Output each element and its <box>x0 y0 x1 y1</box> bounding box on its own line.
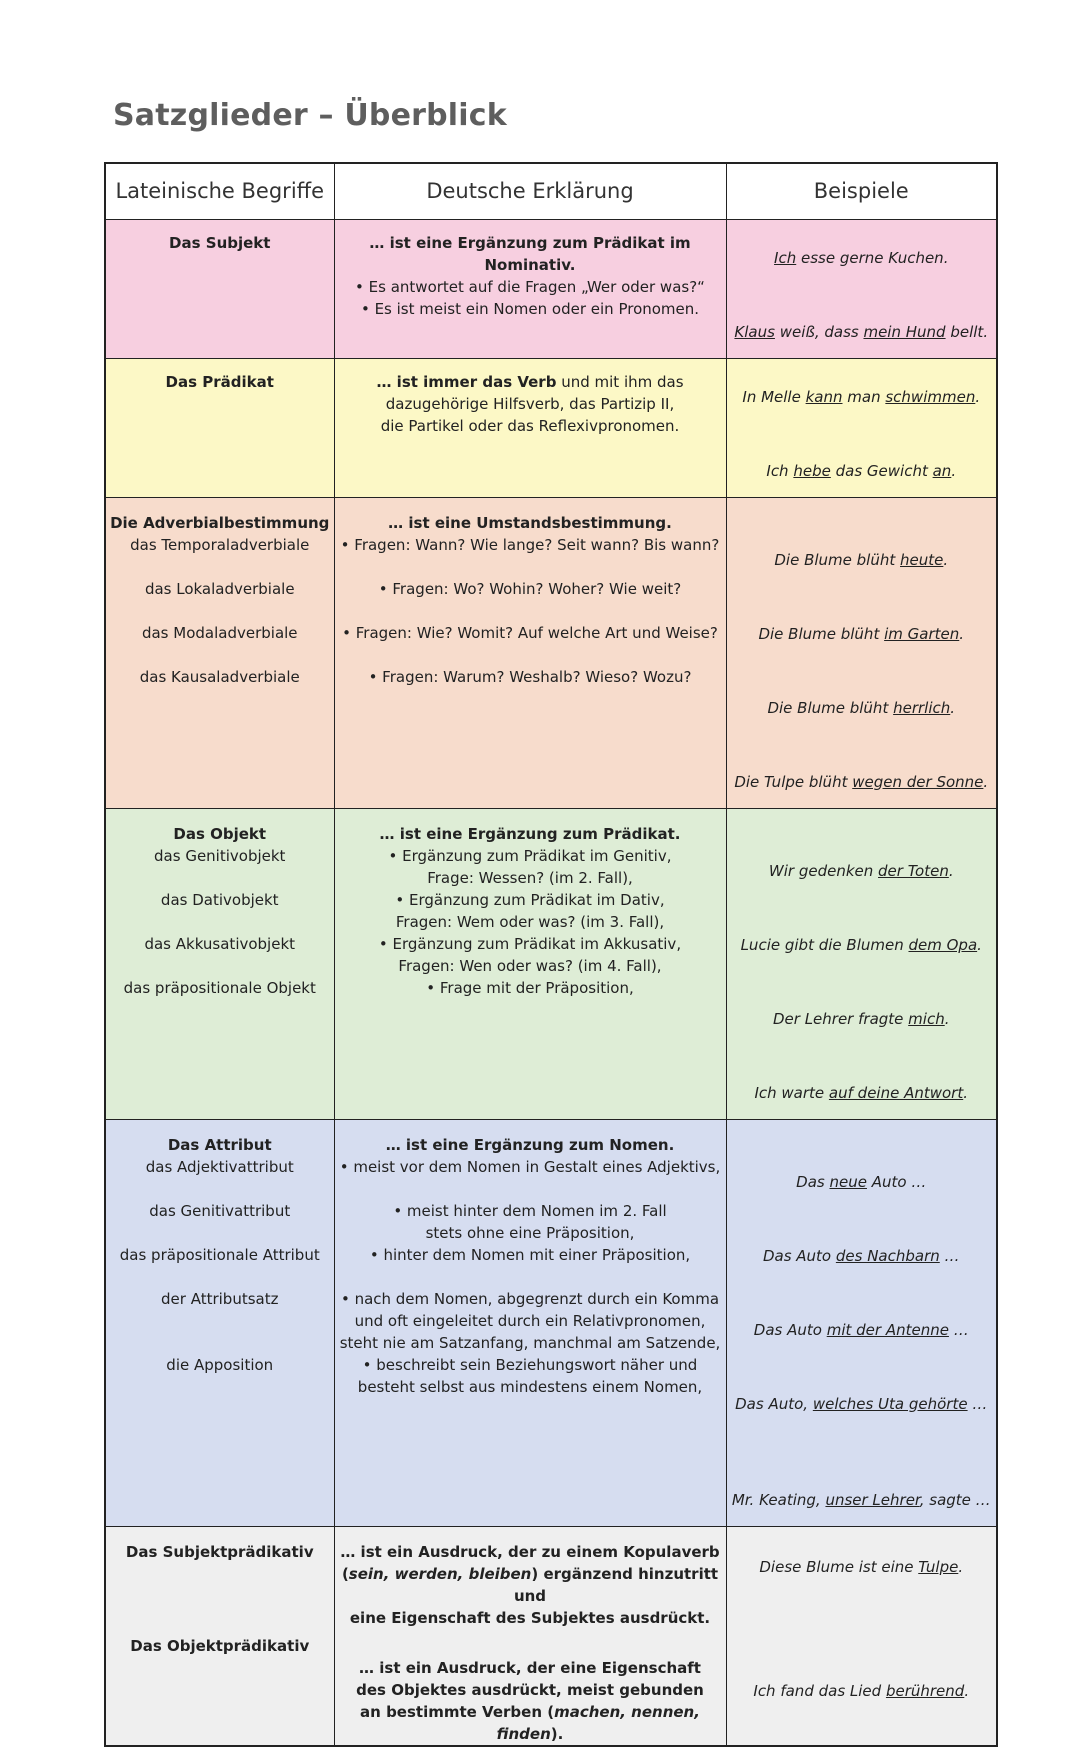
term-objekt: Das Objekt <box>173 824 267 843</box>
adverbial-sub-1: das Temporaladverbiale <box>130 535 310 554</box>
objekt-line-6: Fragen: Wen oder was? (im 4. Fall), <box>398 956 662 975</box>
objekt-example-3: Der Lehrer fragte mich. <box>772 1009 950 1028</box>
adverbial-q-2: • Fragen: Wo? Wohin? Woher? Wie weit? <box>378 579 682 598</box>
adverbial-q-3: • Fragen: Wie? Womit? Auf welche Art und Weise? <box>342 623 718 642</box>
adverbial-example-4: Die Tulpe blüht wegen der Sonne. <box>734 772 989 791</box>
objekt-line-4: Fragen: Wem oder was? (im 3. Fall), <box>395 912 665 931</box>
subjekt-example-1: Ich esse gerne Kuchen. <box>774 248 949 267</box>
subjektpraedikativ-line-3: eine Eigenschaft des Subjektes ausdrückt. <box>349 1608 711 1627</box>
adverbial-example-1: Die Blume blüht heute. <box>774 550 949 569</box>
row-praedikativ <box>105 1526 997 1746</box>
attribut-line-6: und oft eingeleitet durch ein Relativpronomen, <box>354 1311 706 1330</box>
header-row <box>105 163 997 219</box>
praedikativ-example-2: Ich fand das Lied berührend. <box>753 1681 970 1700</box>
attribut-line-9: besteht selbst aus mindestens einem Nomen, <box>357 1377 703 1396</box>
adverbial-lead: … ist eine Umstandsbestimmung. <box>388 513 672 532</box>
attribut-line-3: stets ohne eine Präposition, <box>425 1223 635 1242</box>
praedikativ-example-1: Diese Blume ist eine Tulpe. <box>759 1557 964 1576</box>
satzglieder-table <box>104 162 998 1747</box>
praedikat-lead: … ist immer das Verb und mit ihm das <box>376 372 684 391</box>
praedikat-line-3: die Partikel oder das Reflexivpronomen. <box>380 416 680 435</box>
adverbial-example-3: Die Blume blüht herrlich. <box>767 698 956 717</box>
row-attribut <box>105 1119 997 1526</box>
attribut-sub-4: der Attributsatz <box>161 1289 279 1308</box>
adverbial-sub-4: das Kausaladverbiale <box>139 667 300 686</box>
adverbial-q-4: • Fragen: Warum? Weshalb? Wieso? Wozu? <box>368 667 692 686</box>
attribut-sub-2: das Genitivattribut <box>149 1201 291 1220</box>
attribut-line-2: • meist hinter dem Nomen im 2. Fall <box>393 1201 667 1220</box>
praedikat-line-2: dazugehörige Hilfsverb, das Partizip II, <box>385 394 675 413</box>
objektpraedikativ-line-3: an bestimmte Verben (machen, nennen, finden). <box>360 1702 700 1743</box>
attribut-line-7: steht nie am Satzanfang, manchmal am Satzende, <box>339 1333 721 1352</box>
row-subjekt <box>105 219 997 358</box>
header-german: Deutsche Erklärung <box>334 163 726 219</box>
attribut-lead: … ist eine Ergänzung zum Nomen. <box>385 1135 675 1154</box>
objekt-example-2: Lucie gibt die Blumen dem Opa. <box>740 935 982 954</box>
attribut-sub-5: die Apposition <box>166 1355 274 1374</box>
row-adverbial <box>105 497 997 808</box>
subjekt-example-2: Klaus weiß, dass mein Hund bellt. <box>734 322 989 341</box>
term-praedikat: Das Prädikat <box>165 372 274 391</box>
objekt-line-2: Frage: Wessen? (im 2. Fall), <box>427 868 633 887</box>
attribut-example-5: Mr. Keating, unser Lehrer, sagte … <box>731 1490 991 1509</box>
attribut-example-4: Das Auto, welches Uta gehörte … <box>735 1394 988 1413</box>
subjekt-bullet-2: • Es ist meist ein Nomen oder ein Pronomen. <box>360 299 700 318</box>
objekt-sub-3: das Akkusativobjekt <box>144 934 296 953</box>
attribut-line-8: • beschreibt sein Beziehungswort näher und <box>362 1355 698 1374</box>
term-objektpraedikativ: Das Objektprädikativ <box>130 1636 310 1655</box>
subjektpraedikativ-line-2: (sein, werden, bleiben) ergänzend hinzutritt und <box>341 1564 719 1605</box>
adverbial-example-2: Die Blume blüht im Garten. <box>758 624 965 643</box>
header-latin: Lateinische Begriffe <box>105 163 334 219</box>
attribut-line-1: • meist vor dem Nomen in Gestalt eines Adjektivs, <box>339 1157 721 1176</box>
adverbial-sub-3: das Modaladverbiale <box>141 623 298 642</box>
adverbial-q-1: • Fragen: Wann? Wie lange? Seit wann? Bis wann? <box>340 535 720 554</box>
attribut-example-2: Das Auto des Nachbarn … <box>762 1246 960 1265</box>
header-examples: Beispiele <box>726 163 997 219</box>
objekt-sub-1: das Genitivobjekt <box>154 846 286 865</box>
term-adverbial: Die Adverbialbestimmung <box>110 513 330 532</box>
objekt-example-4: Ich warte auf deine Antwort. <box>754 1083 969 1102</box>
objekt-sub-4: das präpositionale Objekt <box>123 978 316 997</box>
objekt-line-5: • Ergänzung zum Prädikat im Akkusativ, <box>378 934 682 953</box>
attribut-line-5: • nach dem Nomen, abgegrenzt durch ein Komma <box>340 1289 720 1308</box>
term-subjekt: Das Subjekt <box>169 233 271 252</box>
objekt-example-1: Wir gedenken der Toten. <box>768 861 954 880</box>
adverbial-sub-2: das Lokaladverbiale <box>144 579 295 598</box>
page-title: Satzglieder – Überblick <box>113 98 507 133</box>
subjekt-bullet-1: • Es antwortet auf die Fragen „Wer oder was?“ <box>355 277 705 296</box>
praedikat-example-1: In Melle kann man schwimmen. <box>742 387 981 406</box>
subjektpraedikativ-line-1: … ist ein Ausdruck, der zu einem Kopulaverb <box>340 1542 720 1561</box>
row-objekt <box>105 808 997 1119</box>
praedikat-example-2: Ich hebe das Gewicht an. <box>766 461 957 480</box>
objekt-line-7: • Frage mit der Präposition, <box>426 978 634 997</box>
objekt-line-3: • Ergänzung zum Prädikat im Dativ, <box>395 890 665 909</box>
attribut-example-1: Das neue Auto … <box>796 1172 927 1191</box>
objekt-line-1: • Ergänzung zum Prädikat im Genitiv, <box>388 846 672 865</box>
term-attribut: Das Attribut <box>167 1135 272 1154</box>
objekt-sub-2: das Dativobjekt <box>160 890 279 909</box>
row-praedikat <box>105 358 997 497</box>
objekt-lead: … ist eine Ergänzung zum Prädikat. <box>379 824 681 843</box>
attribut-line-4: • hinter dem Nomen mit einer Präposition, <box>369 1245 691 1264</box>
attribut-example-3: Das Auto mit der Antenne … <box>753 1320 969 1339</box>
subjekt-lead: … ist eine Ergänzung zum Prädikat im Nominativ. <box>369 233 691 274</box>
objektpraedikativ-line-1: … ist ein Ausdruck, der eine Eigenschaft <box>359 1658 701 1677</box>
term-subjektpraedikativ: Das Subjektprädikativ <box>125 1542 314 1561</box>
attribut-sub-1: das Adjektivattribut <box>145 1157 294 1176</box>
objektpraedikativ-line-2: des Objektes ausdrückt, meist gebunden <box>356 1680 704 1699</box>
attribut-sub-3: das präpositionale Attribut <box>119 1245 320 1264</box>
